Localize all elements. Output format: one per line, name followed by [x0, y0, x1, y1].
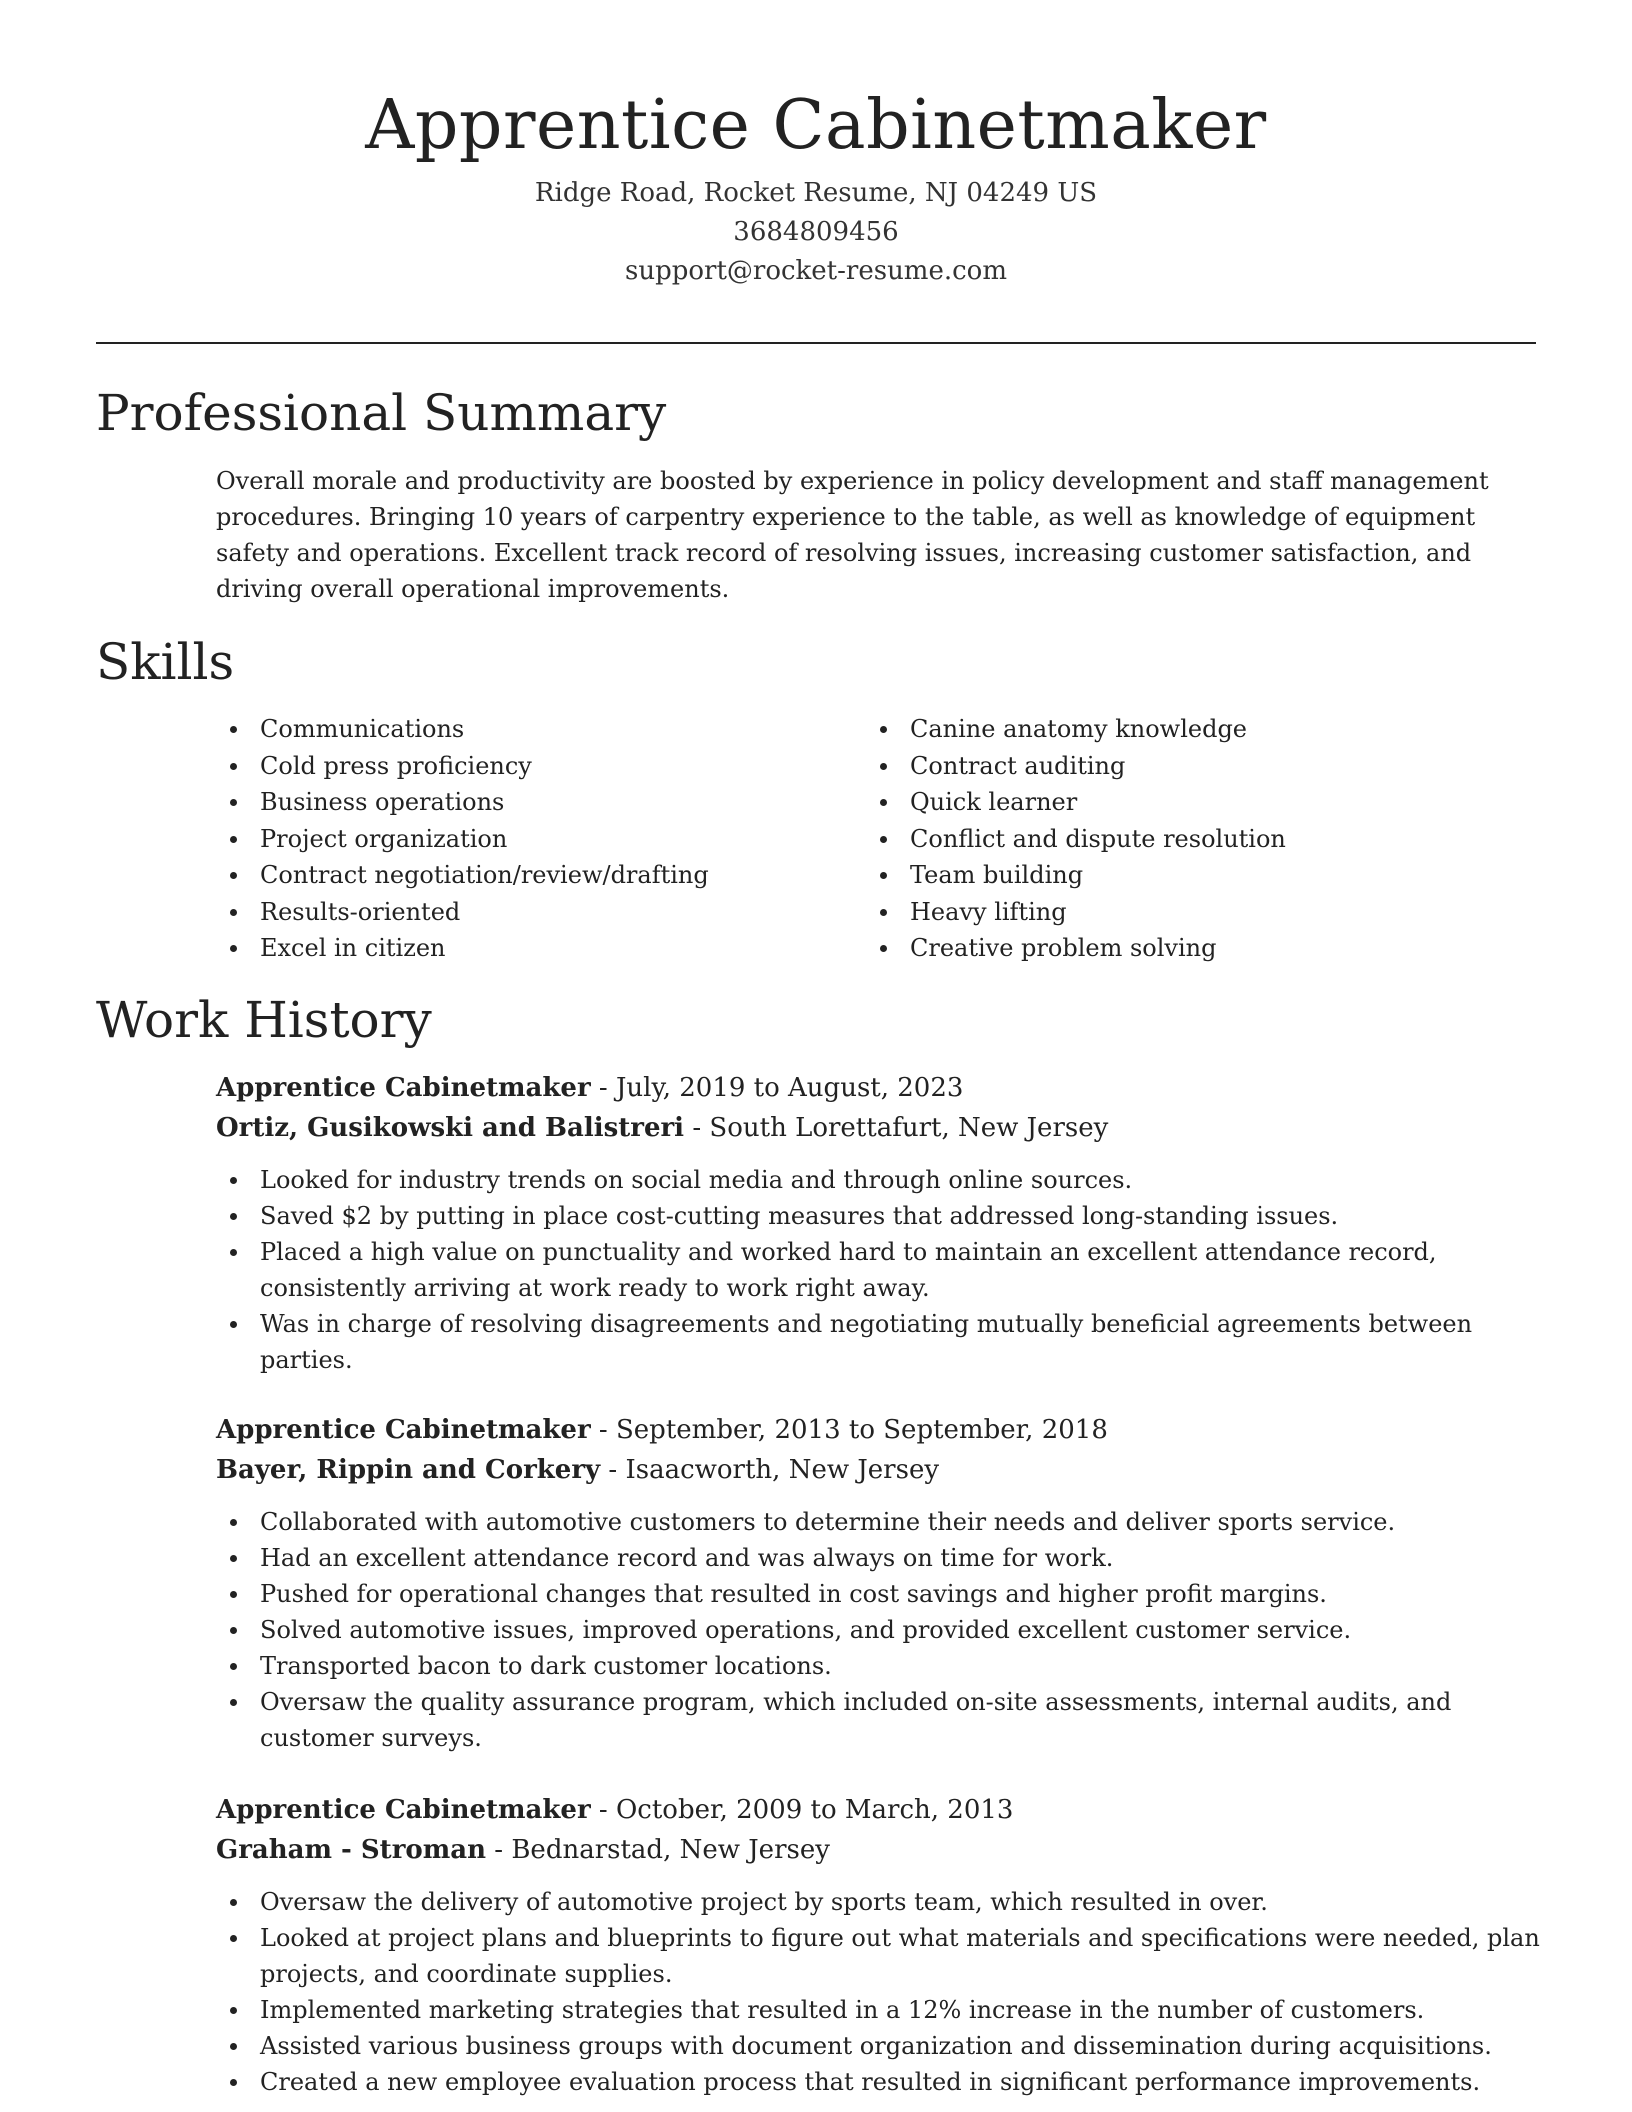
skill-item: Cold press proficiency [216, 748, 836, 785]
job-company: Graham - Stroman [216, 1835, 486, 1865]
duty-item: Created a new employee evaluation process that resulted in significant performance improvements. [216, 2064, 1541, 2100]
skill-item: Contract negotiation/review/drafting [216, 857, 836, 894]
resume-header [96, 78, 1536, 291]
duty-item: Had an excellent attendance record and was always on time for work. [216, 1540, 1541, 1576]
skill-item: Business operations [216, 784, 836, 821]
job-title: Apprentice Cabinetmaker [216, 1795, 591, 1825]
duty-item: Oversaw the delivery of automotive project by sports team, which resulted in over. [216, 1884, 1541, 1920]
job-dates: September, 2013 to September, 2018 [615, 1415, 1108, 1445]
duty-item: Assisted various business groups with document organization and dissemination during acquisitions. [216, 2028, 1541, 2064]
job-title-line: Apprentice Cabinetmaker - July, 2019 to August, 2023 [216, 1073, 964, 1103]
work-history-heading: Work History [96, 991, 432, 1049]
duty-item: Looked at project plans and blueprints to figure out what materials and specifications were needed, plan projects, and coordinate supplies. [216, 1920, 1541, 1992]
duty-item: Was in charge of resolving disagreements and negotiating mutually beneficial agreements between parties. [216, 1306, 1541, 1378]
skill-item: Team building [866, 857, 1486, 894]
job-company-line: Ortiz, Gusikowski and Balistreri - South Lorettafurt, New Jersey [216, 1113, 1109, 1143]
skill-item: Heavy lifting [866, 894, 1486, 931]
duty-item: Looked for industry trends on social media and through online sources. [216, 1162, 1541, 1198]
contact-address: Ridge Road, Rocket Resume, NJ 04249 US [534, 178, 1098, 208]
duty-item: Transported bacon to dark customer locations. [216, 1648, 1541, 1684]
job-company-line: Bayer, Rippin and Corkery - Isaacworth, New Jersey [216, 1455, 940, 1485]
skill-item: Project organization [216, 821, 836, 858]
job-company-line: Graham - Stroman - Bednarstad, New Jersey [216, 1835, 830, 1865]
job-location: Isaacworth, New Jersey [625, 1455, 940, 1485]
job-company: Ortiz, Gusikowski and Balistreri [216, 1113, 685, 1143]
job-dates: October, 2009 to March, 2013 [615, 1795, 1014, 1825]
duty-item: Placed a high value on punctuality and worked hard to maintain an excellent attendance record, consistently arriving at work ready to work right away. [216, 1234, 1541, 1306]
skills-heading: Skills [96, 633, 235, 691]
job-title: Apprentice Cabinetmaker [216, 1073, 591, 1103]
job-company: Bayer, Rippin and Corkery [216, 1455, 601, 1485]
contact-email: support@rocket-resume.com [624, 256, 1007, 286]
summary-heading: Professional Summary [96, 384, 667, 442]
skill-item: Creative problem solving [866, 930, 1486, 967]
skills-list-right [866, 711, 1486, 967]
skill-item: Contract auditing [866, 748, 1486, 785]
job-entry [216, 1790, 1541, 2100]
job-location: South Lorettafurt, New Jersey [709, 1113, 1109, 1143]
skill-item: Canine anatomy knowledge [866, 711, 1486, 748]
job-title-line: Apprentice Cabinetmaker - September, 2013 to September, 2018 [216, 1415, 1108, 1445]
job-title-line: Apprentice Cabinetmaker - October, 2009 to March, 2013 [216, 1795, 1014, 1825]
candidate-name: Apprentice Cabinetmaker [365, 86, 1267, 165]
job-duties [216, 1504, 1541, 1756]
duty-item: Implemented marketing strategies that resulted in a 12% increase in the number of customers. [216, 1992, 1541, 2028]
duty-item: Collaborated with automotive customers to determine their needs and deliver sports service. [216, 1504, 1541, 1540]
duty-item: Pushed for operational changes that resulted in cost savings and higher profit margins. [216, 1576, 1541, 1612]
skill-item: Conflict and dispute resolution [866, 821, 1486, 858]
skill-item: Quick learner [866, 784, 1486, 821]
job-dates: July, 2019 to August, 2023 [615, 1073, 964, 1103]
skill-item: Excel in citizen [216, 930, 836, 967]
skill-item: Results-oriented [216, 894, 836, 931]
duty-item: Solved automotive issues, improved operations, and provided excellent customer service. [216, 1612, 1541, 1648]
job-duties [216, 1884, 1541, 2100]
skills-list-left [216, 711, 836, 967]
job-entry [216, 1068, 1541, 1378]
summary-text: Overall morale and productivity are boosted by experience in policy development and staff management procedures. Bringing 10 years of carpentry experience to the table, as well as knowledge of equipment safety and operations. Excellent track record of resolving issues, increasing customer satisfaction, and driving overall operational improvements. [216, 467, 1489, 603]
duty-item: Oversaw the quality assurance program, which included on-site assessments, internal audits, and customer surveys. [216, 1684, 1541, 1756]
skill-item: Communications [216, 711, 836, 748]
job-title: Apprentice Cabinetmaker [216, 1415, 591, 1445]
job-location: Bednarstad, New Jersey [511, 1835, 830, 1865]
job-duties [216, 1162, 1541, 1378]
header-divider [96, 342, 1536, 344]
contact-phone: 3684809456 [733, 217, 899, 247]
duty-item: Saved $2 by putting in place cost-cutting measures that addressed long-standing issues. [216, 1198, 1541, 1234]
job-entry [216, 1410, 1541, 1756]
